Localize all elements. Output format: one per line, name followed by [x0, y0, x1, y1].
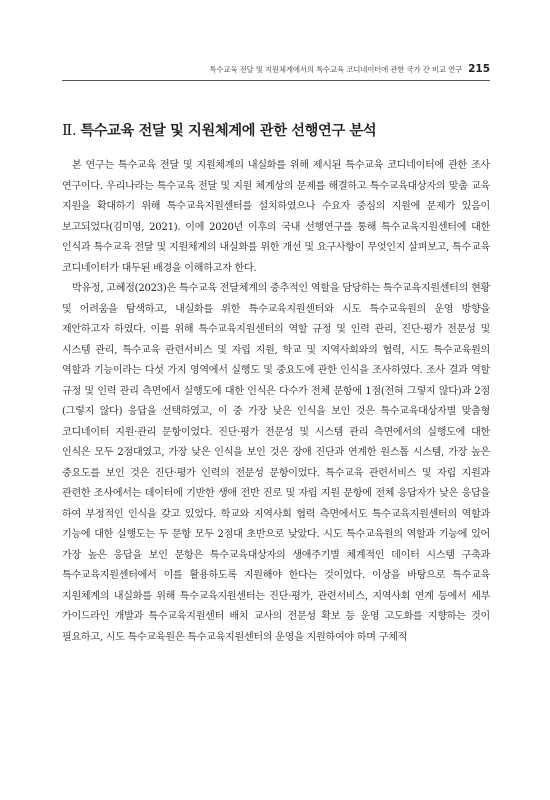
section-title: 특수교육 전달 및 지원체계에 관한 선행연구 분석: [80, 123, 377, 139]
paragraph-1: 본 연구는 특수교육 전달 및 지원체계의 내실화를 위해 제시된 특수교육 코디네이터에 관한 조사 연구이다. 우리나라는 특수교육 전달 및 지원 체계상의 문제를 해결하고 특수교육대상자의 맞춤 교육 지원을 확대하기 위해 특수교육지원센터를 설치하였으나 수요자 중심의 지원에 문제가 있음이 보고되었다(김미영, 2021). 이에 2020년 이후의 국내 선행연구를 통해 특수교육지원센터에 대한 인식과 특수교육 전달 및 지원체계의 내실화를 위한 개선 및 요구사항이 무엇인지 살펴보고, 특수교육 코디네이터가 대두된 배경을 이해하고자 한다.: [62, 160, 490, 274]
section-numeral: Ⅱ.: [62, 121, 77, 139]
running-header: [62, 63, 490, 79]
body-text: [62, 156, 490, 648]
paragraph-2: 박유정, 고혜정(2023)은 특수교육 전달체계의 중추적인 역할을 담당하는 특수교육지원센터의 현황 및 어려움을 탐색하고, 내실화를 위한 특수교육지원센터와 시도 특수교육원의 운영 방향을 제안하고자 하였다. 이를 위해 특수교육지원센터의 역할 규정 및 인력 관리, 진단·평가 전문성 및 시스템 관리, 특수교육 관련서비스 및 자립 지원, 학교 및 지역사회와의 협력, 시도 특수교육원의 역할과 기능이라는 다섯 가지 영역에서 실행도 및 중요도에 관한 인식을 조사하였다. 조사 결과 역할 규정 및 인력 관리 측면에서 실행도에 대한 인식은 다수가 전체 문항에 1점(전혀 그렇지 않다)과 2점(그렇지 않다) 응답을 선택하였고, 이 중 가장 낮은 인식을 보인 것은 특수교육대상자별 맞춤형 코디네이터 지원·관리 문항이었다. 진단·평가 전문성 및 시스템 관리 측면에서의 실행도에 대한 인식은 모두 2점대였고, 가장 낮은 인식을 보인 것은 장애 진단과 연계한 원스톱 시스템, 가장 높은 중요도를 보인 것은 진단·평가 인력의 전문성 문항이었다. 특수교육 관련서비스 및 자립 지원과 관련한 조사에서는 데이터에 기반한 생애 전반 진로 및 자립 지원 문항에 전체 응답자가 낮은 응답을 하여 부정적인 인식을 갖고 있었다. 학교와 지역사회 협력 측면에서도 특수교육지원센터의 역할과 기능에 대한 실행도는 두 문항 모두 2점대 초반으로 낮았다. 시도 특수교육원의 역할과 기능에 있어 가장 높은 응답을 보인 문항은 특수교육대상자의 생애주기별 체계적인 데이터 시스템 구축과 특수교육지원센터에서 이를 활용하도록 지원해야 한다는 것이었다. 이상을 바탕으로 특수교육 지원체계의 내실화를 위해 특수교육지원센터는 진단·평가, 관련서비스, 지역사회 연계 등에서 세부 가이드라인 개발과 특수교육지원센터 배치 교사의 전문성 확보 등 운영 고도화를 지향하는 것이 필요하고, 시도 특수교육원은 특수교육지원센터의 운영을 지원하여야 하며 구체적: [62, 283, 490, 643]
running-header-title: 특수교육 전달 및 지원체계에서의 특수교육 코디네이터에 관한 국가 간 비교 연구: [209, 65, 463, 74]
header-rule: [62, 80, 490, 81]
page-number: 215: [468, 63, 490, 75]
section-heading: [62, 120, 376, 140]
